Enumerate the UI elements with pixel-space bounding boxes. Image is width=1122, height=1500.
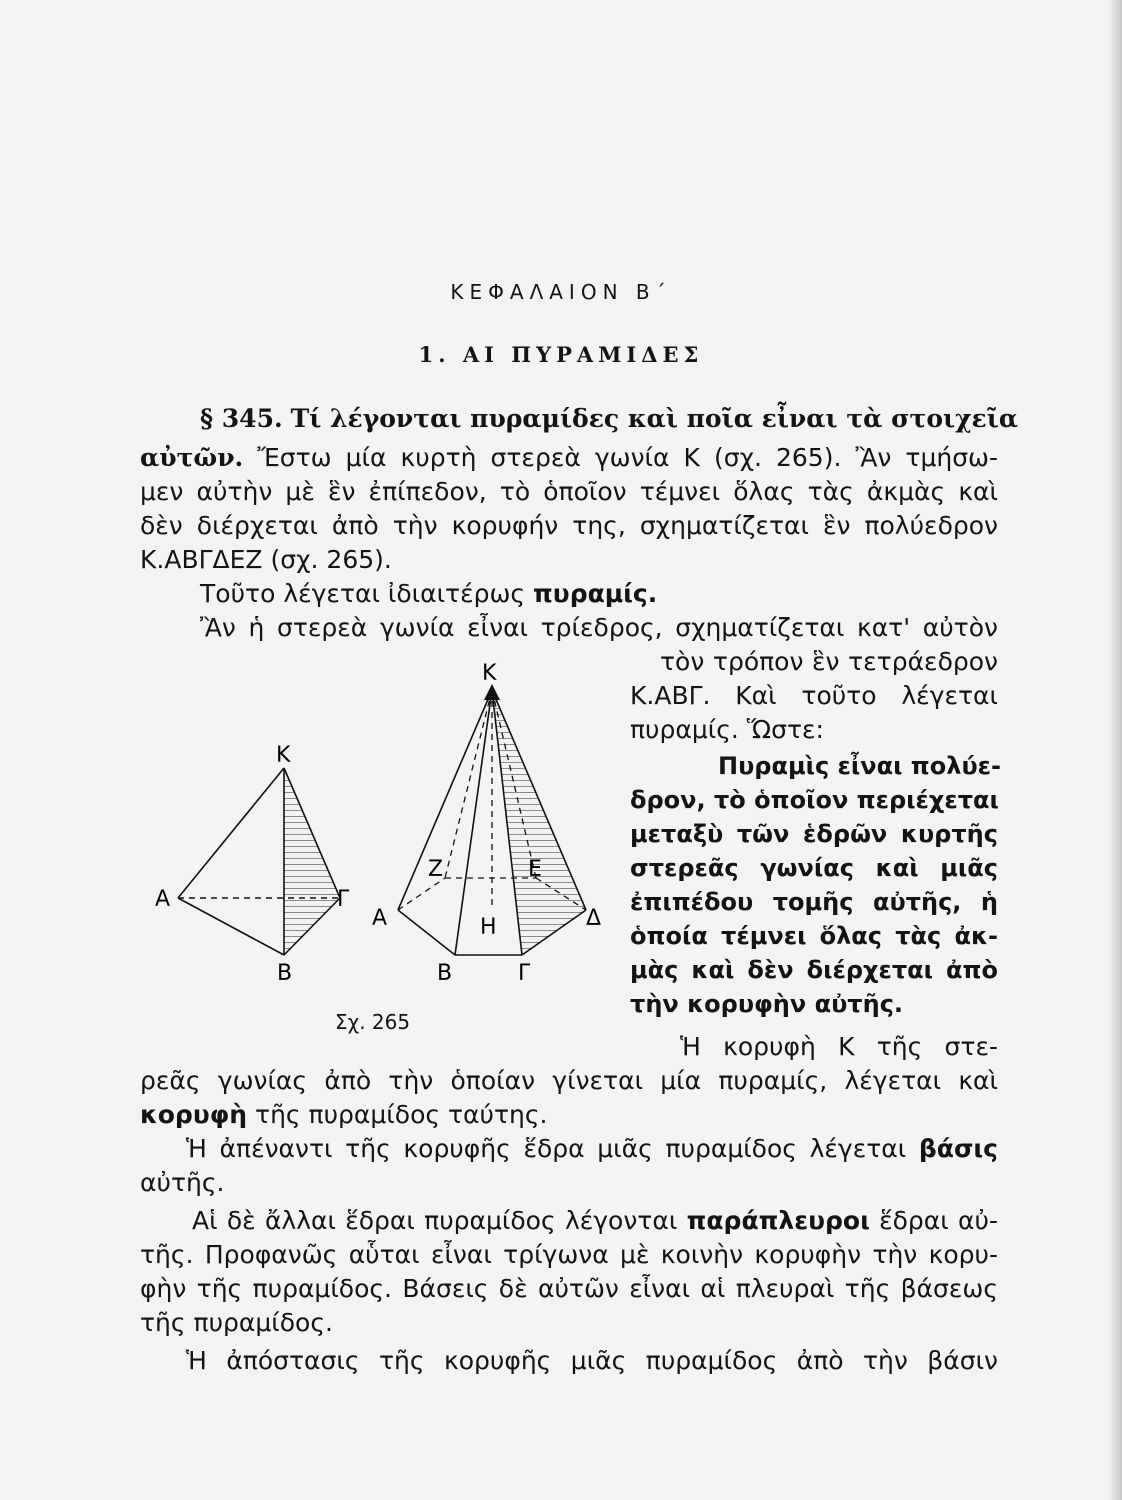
para3-line1: Ἂν ἡ στερεὰ γωνία εἶναι τρίεδρος, σχηματίζεται κατ' αὐτὸν	[200, 613, 998, 642]
tetrahedron-diagram	[155, 743, 350, 986]
term-lateral: παράπλευροι	[686, 1206, 870, 1235]
para4-text: τῆς πυραμίδος ταύτης.	[247, 1100, 548, 1129]
pyramid-diagram	[372, 661, 601, 986]
pyr-label-z: Ζ	[428, 857, 444, 882]
para5-line2: αὐτῆς.	[140, 1168, 225, 1197]
pyr-label-g: Γ	[518, 961, 531, 986]
page-edge	[1108, 0, 1122, 1500]
para6-line1	[192, 1205, 998, 1237]
pyr-label-h: Η	[480, 915, 497, 940]
para5-line1	[186, 1133, 998, 1165]
para3-line4: πυραμίς. Ὥστε:	[630, 715, 824, 744]
pyr-shaded-face	[492, 690, 586, 955]
tetra-edge-ab	[178, 898, 284, 955]
tetra-edge-ka	[178, 768, 284, 898]
term-apex: κορυφὴ	[140, 1100, 248, 1129]
definition-line3: μεταξὺ τῶν ἑδρῶν κυρτῆς	[630, 820, 998, 848]
pyr-edge-ab	[398, 910, 455, 955]
para1-line3: μεν αὐτὴν μὲ ἓν ἐπίπεδον, τὸ ὁποῖον τέμνει ὅλας τὰς ἀκμὰς καὶ	[140, 477, 998, 506]
para4-line2: ρεᾶς γωνίας ἀπὸ τὴν ὁποίαν γίνεται μία πυραμίς, λέγεται καὶ	[140, 1066, 998, 1095]
para6-line2: τῆς. Προφανῶς αὗται εἶναι τρίγωνα μὲ κοινὴν κορυφὴν τὴν κορυ-	[140, 1240, 998, 1269]
para7-line1: Ἡ ἀπόστασις τῆς κορυφῆς μιᾶς πυραμίδος ἀπὸ τὴν βάσιν	[186, 1346, 998, 1375]
pyr-label-d: Δ	[586, 906, 602, 931]
para6-text-b: ἕδραι αὐ-	[869, 1206, 998, 1235]
para6-text-a: Αἱ δὲ ἄλλαι ἕδραι πυραμίδος λέγονται	[192, 1206, 687, 1235]
para6-line3: φὴν τῆς πυραμίδος. Βάσεις δὲ αὐτῶν εἶναι αἱ πλευραὶ τῆς βάσεως	[140, 1274, 998, 1303]
section-question: Τί λέγονται πυραμίδες καὶ ποῖα εἶναι τὰ στοιχεῖα	[290, 404, 1019, 433]
para1-line1	[200, 403, 1019, 435]
figure-265	[140, 650, 620, 1040]
term-pyramid: πυραμίς.	[533, 579, 658, 608]
para4-line1: Ἡ κορυφὴ Κ τῆς στε-	[680, 1032, 998, 1061]
figure-caption: Σχ. 265	[335, 1010, 411, 1034]
tetra-label-k: Κ	[276, 743, 291, 768]
para1-line2	[140, 442, 998, 474]
definition-line4: στερεᾶς γωνίας καὶ μιᾶς	[630, 854, 998, 882]
chapter-heading: ΚΕΦΑΛΑΙΟΝ Β΄	[450, 280, 672, 304]
definition-line1: Πυραμὶς εἶναι πολύε-	[718, 752, 1001, 780]
para3-line3: Κ.ΑΒΓ. Καὶ τοῦτο λέγεται	[630, 681, 998, 710]
para4-line3	[140, 1099, 548, 1131]
para3-line2: τὸν τρόπον ἓν τετράεδρον	[660, 647, 998, 676]
tetra-label-b: Β	[277, 961, 293, 986]
section-number: § 345.	[200, 404, 283, 433]
term-base: βάσις	[918, 1134, 998, 1163]
para2-text: Τοῦτο λέγεται ἰδιαιτέρως	[200, 579, 534, 608]
section-heading: 1. ΑΙ ΠΥΡΑΜΙΔΕΣ	[418, 342, 704, 367]
section-question-end: αὐτῶν.	[140, 443, 244, 472]
para6-line4: τῆς πυραμίδος.	[140, 1308, 333, 1337]
para5-text: Ἡ ἀπέναντι τῆς κορυφῆς ἕδρα μιᾶς πυραμίδος λέγεται	[186, 1134, 919, 1163]
para1-line4: δὲν διέρχεται ἀπὸ τὴν κορυφήν της, σχηματίζεται ἓν πολύεδρον	[140, 511, 998, 540]
para1-text: Ἔστω μία κυρτὴ στερεὰ γωνία Κ (σχ. 265). Ἂν τμήσω-	[257, 443, 998, 472]
definition-line5: ἐπιπέδου τομῆς αὐτῆς, ἡ	[630, 888, 998, 916]
definition-line6: ὁποία τέμνει ὅλας τὰς ἀκ-	[630, 922, 998, 950]
pyr-label-k: Κ	[482, 661, 497, 686]
definition-line8: τὴν κορυφὴν αὐτῆς.	[630, 990, 904, 1018]
tetra-label-g: Γ	[337, 887, 350, 912]
tetra-label-a: Α	[155, 887, 171, 912]
pyr-label-b: Β	[437, 961, 453, 986]
definition-line7: μὰς καὶ δὲν διέρχεται ἀπὸ	[630, 956, 998, 984]
para2-line	[200, 578, 657, 610]
pyr-label-e: Ε	[528, 857, 542, 882]
pyr-label-a: Α	[372, 906, 388, 931]
para1-line5: Κ.ΑΒΓΔΕΖ (σχ. 265).	[140, 545, 392, 574]
definition-line2: δρον, τὸ ὁποῖον περιέχεται	[630, 786, 999, 814]
